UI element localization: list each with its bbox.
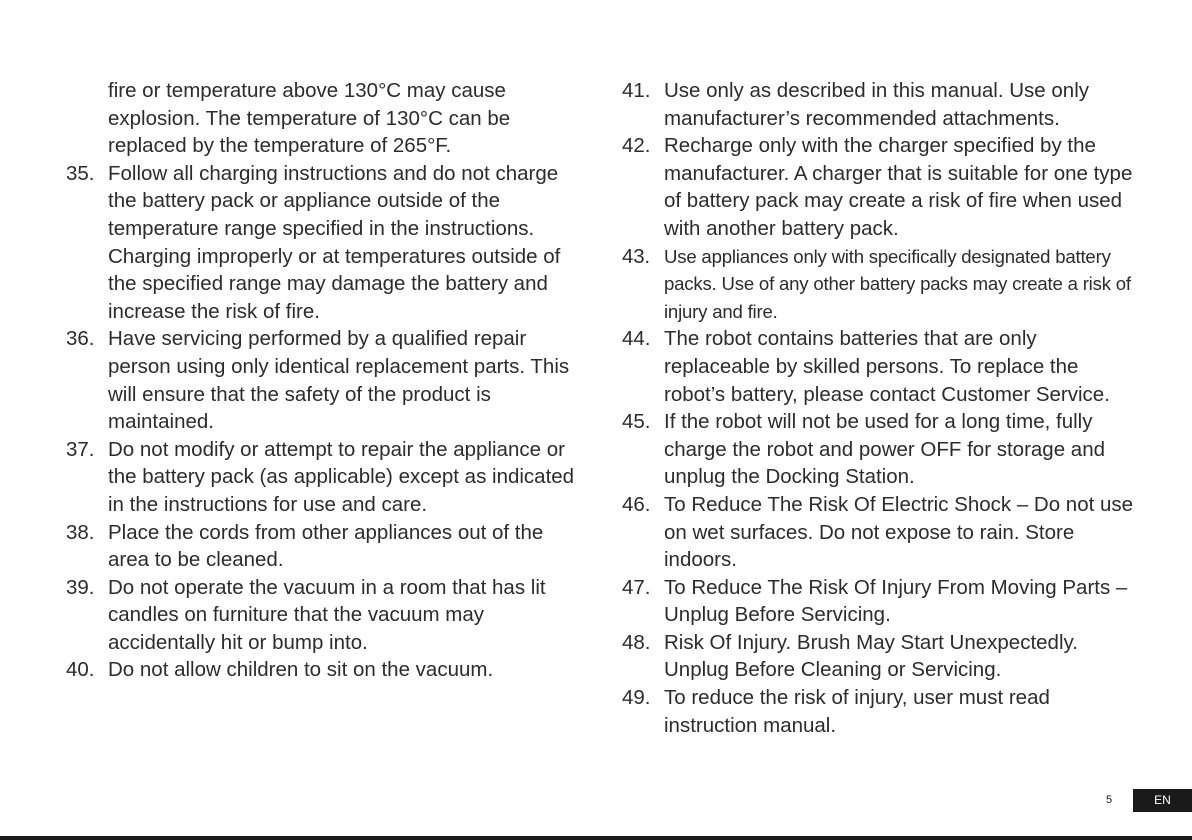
list-item-49 [622, 684, 1137, 739]
item-text: Use appliances only with specifically designated battery packs. Use of any other battery packs may create a risk of injury and fire. [664, 245, 1131, 322]
language-tab: EN [1133, 789, 1192, 812]
item-text: To Reduce The Risk Of Electric Shock – Do not use on wet surfaces. Do not expose to rain. Store indoors. [664, 492, 1134, 572]
right-column [622, 77, 1137, 739]
list-item-38 [66, 519, 586, 574]
list-item-39 [66, 574, 586, 657]
item-number: 49. [622, 686, 651, 710]
list-item-42 [622, 132, 1137, 242]
left-column [66, 77, 586, 684]
item-number: 42. [622, 134, 651, 158]
item-text: Place the cords from other appliances out of the area to be cleaned. [108, 520, 544, 572]
item-number: 45. [622, 410, 651, 434]
item-number: 38. [66, 520, 95, 544]
list-item-47 [622, 574, 1137, 629]
item-number: 44. [622, 327, 651, 351]
item-number: 37. [66, 437, 95, 461]
item-text: Have servicing performed by a qualified repair person using only identical replacement parts. This will ensure that the safety of the product is maintained. [108, 327, 570, 434]
item-text: Risk Of Injury. Brush May Start Unexpectedly. Unplug Before Cleaning or Servicing. [664, 630, 1078, 682]
bottom-rule [0, 836, 1192, 840]
item-number: 40. [66, 658, 95, 682]
item-text: Follow all charging instructions and do not charge the battery pack or appliance outside of the temperature range specified in the instructions. Charging improperly or at temperatures outside of the specified range may damage the battery and increase the risk of fire. [108, 161, 561, 323]
item-text: Do not operate the vacuum in a room that has lit candles on furniture that the vacuum may accidentally hit or bump into. [108, 575, 546, 654]
item-text: To Reduce The Risk Of Injury From Moving Parts – Unplug Before Servicing. [664, 575, 1128, 627]
item-number: 36. [66, 327, 95, 351]
list-item-46 [622, 491, 1137, 574]
list-item-48 [622, 629, 1137, 684]
page-number: 5 [1106, 794, 1113, 806]
item-number: 46. [622, 492, 651, 516]
list-item-37 [66, 436, 586, 519]
item-number: 41. [622, 79, 651, 102]
list-item-44 [622, 325, 1137, 408]
item-text: Recharge only with the charger specified by the manufacturer. A charger that is suitable for one type of battery pack may create a risk of fire when used with another battery pack. [664, 134, 1133, 240]
item-number: 43. [622, 244, 650, 268]
item-text: If the robot will not be used for a long time, fully charge the robot and power OFF for storage and unplug the Docking Station. [664, 410, 1106, 489]
item-text: The robot contains batteries that are only replaceable by skilled persons. To replace the robot’s battery, please contact Customer Service. [664, 327, 1110, 406]
item-text: Use only as described in this manual. Use only manufacturer’s recommended attachments. [664, 79, 1090, 130]
list-item-40 [66, 656, 586, 684]
item-text: To reduce the risk of injury, user must read instruction manual. [664, 686, 1050, 737]
list-item-36 [66, 325, 586, 435]
list-item-43 [622, 243, 1137, 326]
list-item-45 [622, 408, 1137, 491]
item-text: Do not modify or attempt to repair the appliance or the battery pack (as applicable) except as indicated in the instructions for use and care. [108, 437, 575, 516]
item-number: 48. [622, 630, 651, 654]
list-item-35 [66, 160, 586, 326]
item-number: 47. [622, 575, 651, 599]
item-number: 39. [66, 575, 95, 599]
item-text: Do not allow children to sit on the vacuum. [108, 658, 494, 682]
list-item-41 [622, 77, 1137, 132]
item-number: 35. [66, 161, 95, 185]
continued-item-text: fire or temperature above 130°C may cause explosion. The temperature of 130°C can be replaced by the temperature of 265°F. [108, 79, 511, 158]
